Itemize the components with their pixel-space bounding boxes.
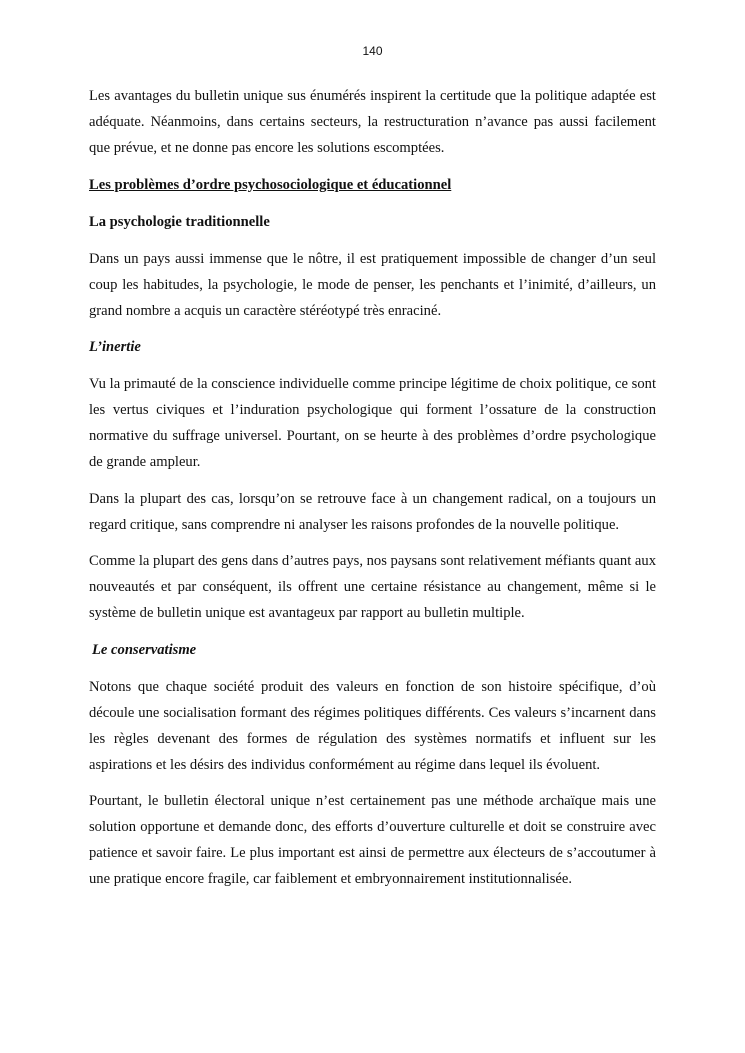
paragraph-inertie-2: Dans la plupart des cas, lorsqu’on se retrouve face à un changement radical, on a toujours un regard critique, sans comprendre ni analyser les raisons profondes de la nouvelle politique. <box>89 490 656 533</box>
paragraph-conservatisme-1: Notons que chaque société produit des valeurs en fonction de son histoire spécifique, d’où découle une socialisation formant des régimes politiques différents. Ces valeurs s’incarnent dans les règles devenant des formes de régulation des systèmes normatifs et influent sur les aspirations et les désirs des individus conformément au régime dans lequel ils évoluent. <box>89 678 656 773</box>
page-number: 140 <box>362 44 383 58</box>
paragraph-inertie-3: Comme la plupart des gens dans d’autres pays, nos paysans sont relativement méfiants quant aux nouveautés et par conséquent, ils offrent une certaine résistance au changement, même si le système de bulletin unique est avantageux par rapport au bulletin multiple. <box>89 553 656 621</box>
subsection-heading-inertie: L’inertie <box>89 339 141 355</box>
paragraph-psychologie: Dans un pays aussi immense que le nôtre, il est pratiquement impossible de changer d’un seul coup les habitudes, la psychologie, le mode de penser, les penchants et l’inimité, d’ailleurs, un grand nombre a acquis un caractère stéréotypé très enraciné. <box>89 250 656 319</box>
section-heading <box>89 172 656 198</box>
paragraph-inertie-1: Vu la primauté de la conscience individuelle comme principe légitime de choix politique, ce sont les vertus civiques et l’induration psychologique qui forment l’ossature de la construction normative du suffrage universel. Pourtant, on se heurte à des problèmes d’ordre psychologique de grande ampleur. <box>89 376 656 470</box>
document-body <box>89 83 656 903</box>
section-heading-text: Les problèmes d’ordre psychosociologique et éducationnel <box>89 176 452 193</box>
paragraph-conservatisme-2: Pourtant, le bulletin électoral unique n’est certainement pas une méthode archaïque mais une solution opportune et demande donc, des efforts d’ouverture culturelle et doit se construire avec patience et savoir faire. Le plus important est ainsi de permettre aux électeurs de s’accoutumer à une pratique encore fragile, car faiblement et embryonnairement institutionnalisée. <box>89 793 656 887</box>
subsection-heading-conservatisme: Le conservatisme <box>92 641 197 658</box>
paragraph-intro: Les avantages du bulletin unique sus énumérés inspirent la certitude que la politique adaptée est adéquate. Néanmoins, dans certains secteurs, la restructuration n’avance pas aussi facilement que prévue, et ne donne pas encore les solutions escomptées. <box>89 88 656 156</box>
subsection-heading-psychologie: La psychologie traditionnelle <box>89 213 270 230</box>
